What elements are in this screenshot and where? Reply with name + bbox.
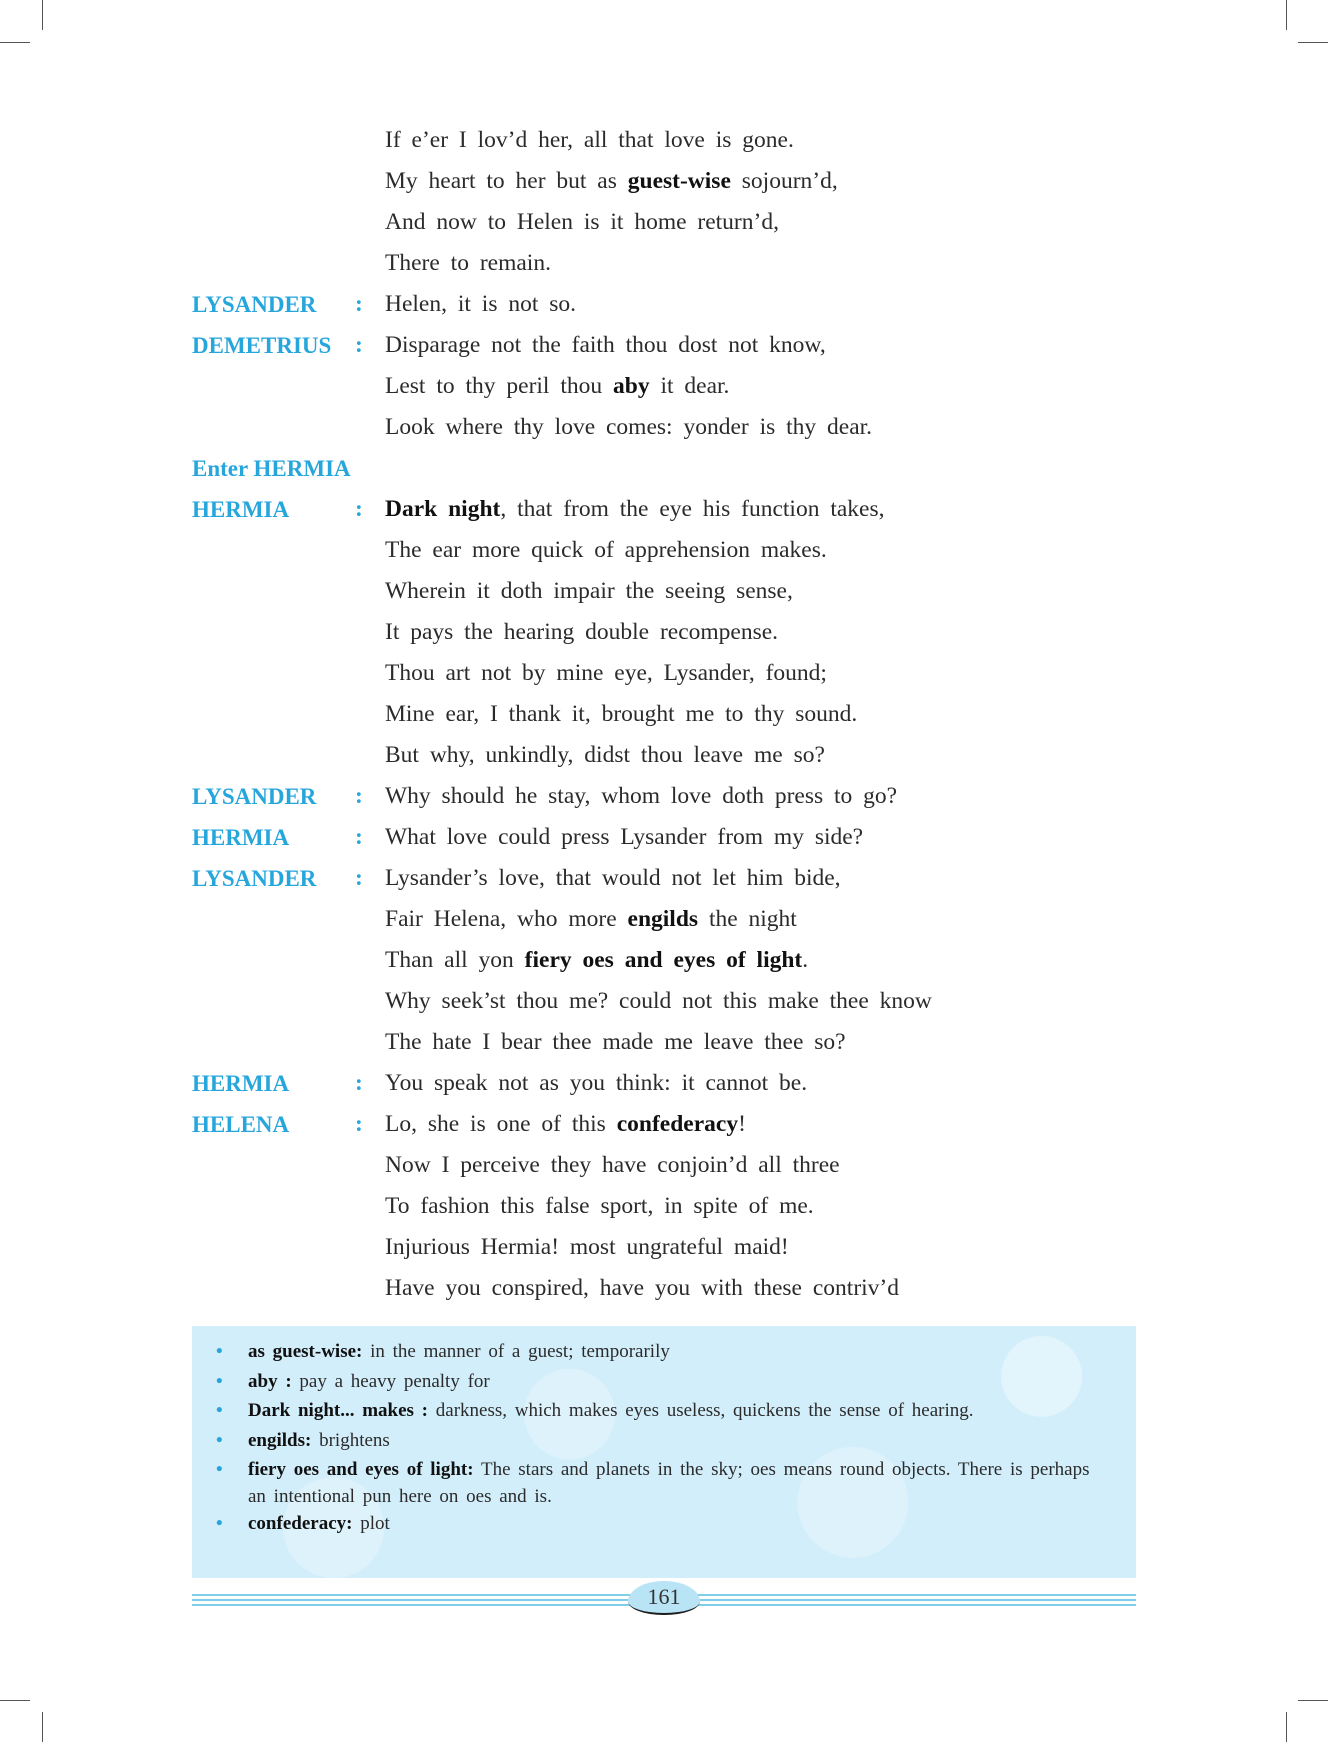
glossary-text xyxy=(248,1397,1096,1424)
bullet-icon: • xyxy=(216,1513,223,1534)
speaker-colon: : xyxy=(355,865,363,891)
script-line xyxy=(192,407,1152,448)
verse-text xyxy=(385,1227,789,1268)
speaker-colon: : xyxy=(355,496,363,522)
verse-segment: Lo, she is one of this xyxy=(385,1111,617,1137)
verse-text xyxy=(385,899,797,940)
script-line xyxy=(192,489,1152,530)
speaker-colon: : xyxy=(355,824,363,850)
verse-segment: Lest to thy peril thou xyxy=(385,373,613,399)
glossary-box xyxy=(192,1326,1136,1578)
verse-segment: Now I perceive they have conjoin’d all three xyxy=(385,1152,840,1178)
verse-segment: Look where thy love comes: yonder is thy dear. xyxy=(385,414,873,440)
verse-segment: Helen, it is not so. xyxy=(385,291,577,317)
script-line xyxy=(192,858,1152,899)
verse-text xyxy=(385,202,779,243)
glossary-term: engilds: xyxy=(248,1430,312,1451)
verse-segment: Injurious Hermia! most ungrateful maid! xyxy=(385,1234,789,1260)
verse-segment: The ear more quick of apprehension makes. xyxy=(385,537,827,563)
speaker-name: LYSANDER xyxy=(192,784,317,809)
speaker-name: DEMETRIUS xyxy=(192,333,332,358)
script-line xyxy=(192,694,1152,735)
script-line xyxy=(192,981,1152,1022)
verse-text xyxy=(385,1145,840,1186)
verse-text xyxy=(385,694,857,735)
verse-text xyxy=(385,1186,814,1227)
verse-text xyxy=(385,325,826,366)
verse-text xyxy=(385,735,825,776)
bullet-icon: • xyxy=(216,1459,223,1480)
verse-text xyxy=(385,1104,746,1145)
play-script xyxy=(192,120,1152,1309)
verse-segment: the night xyxy=(698,906,797,932)
glossary-definition: pay a heavy penalty for xyxy=(299,1371,490,1392)
crop-mark-top-left-v xyxy=(42,0,43,30)
glossary-text xyxy=(248,1368,1096,1395)
script-line xyxy=(192,612,1152,653)
glossary-term: fiery oes and eyes of light: xyxy=(248,1459,474,1480)
glossary-term: confederacy: xyxy=(248,1513,353,1534)
glossed-word: Dark night xyxy=(385,496,501,522)
script-line xyxy=(192,1186,1152,1227)
speaker-name: HERMIA xyxy=(192,497,290,522)
bullet-icon: • xyxy=(216,1371,223,1392)
verse-text xyxy=(385,817,863,858)
script-line xyxy=(192,366,1152,407)
verse-text xyxy=(385,653,827,694)
glossary-definition: The stars and planets in the sky; oes means round objects. There is perhaps an intentional pun here on oes and is. xyxy=(248,1459,1090,1507)
glossary-definition: plot xyxy=(360,1513,390,1534)
verse-segment: Have you conspired, have you with these contriv’d xyxy=(385,1275,900,1301)
speaker-name: HERMIA xyxy=(192,1071,290,1096)
verse-text xyxy=(385,1022,846,1063)
verse-segment: Thou art not by mine eye, Lysander, found; xyxy=(385,660,827,686)
verse-segment: it dear. xyxy=(649,373,730,399)
script-line xyxy=(192,653,1152,694)
verse-segment: If e’er I lov’d her, all that love is gone. xyxy=(385,127,794,153)
verse-segment: But why, unkindly, didst thou leave me so? xyxy=(385,742,825,768)
verse-text xyxy=(385,243,551,284)
bullet-icon: • xyxy=(216,1341,223,1362)
verse-text xyxy=(385,776,897,817)
speaker-name: LYSANDER xyxy=(192,292,317,317)
verse-segment: Wherein it doth impair the seeing sense, xyxy=(385,578,793,604)
glossed-word: guest-wise xyxy=(627,168,731,194)
script-line xyxy=(192,1145,1152,1186)
glossary-term: as guest-wise: xyxy=(248,1341,363,1362)
script-line xyxy=(192,530,1152,571)
script-line xyxy=(192,325,1152,366)
verse-segment: Lysander’s love, that would not let him bide, xyxy=(385,865,841,891)
page-number-badge xyxy=(628,1581,700,1615)
verse-text xyxy=(385,407,872,448)
script-line xyxy=(192,1104,1152,1145)
script-line xyxy=(192,899,1152,940)
script-line xyxy=(192,1063,1152,1104)
script-line xyxy=(192,120,1152,161)
verse-segment: There to remain. xyxy=(385,250,551,276)
crop-mark-bottom-left-h xyxy=(0,1700,30,1701)
stage-direction: Enter HERMIA xyxy=(192,456,351,481)
crop-mark-bottom-right-v xyxy=(1286,1712,1287,1742)
glossary-text xyxy=(248,1338,1096,1365)
script-line xyxy=(192,202,1152,243)
script-line xyxy=(192,448,1152,489)
glossed-word: fiery oes and eyes of light xyxy=(524,947,803,973)
verse-segment: You speak not as you think: it cannot be. xyxy=(385,1070,808,1096)
crop-mark-top-left-h xyxy=(0,42,30,43)
speaker-name: HELENA xyxy=(192,1112,290,1137)
verse-segment: , that from the eye his function takes, xyxy=(500,496,885,522)
verse-segment: ! xyxy=(738,1111,746,1137)
verse-segment: And now to Helen is it home return’d, xyxy=(385,209,779,235)
glossary-definition: darkness, which makes eyes useless, quickens the sense of hearing. xyxy=(435,1400,974,1421)
script-line xyxy=(192,776,1152,817)
speaker-colon: : xyxy=(355,783,363,809)
script-line xyxy=(192,817,1152,858)
script-line xyxy=(192,1268,1152,1309)
verse-segment: To fashion this false sport, in spite of me. xyxy=(385,1193,814,1219)
verse-text xyxy=(385,981,932,1022)
script-line xyxy=(192,284,1152,325)
verse-text xyxy=(385,530,827,571)
glossary-definition: brightens xyxy=(319,1430,390,1451)
glossed-word: confederacy xyxy=(616,1111,739,1137)
script-line xyxy=(192,1022,1152,1063)
script-line xyxy=(192,571,1152,612)
verse-segment: The hate I bear thee made me leave thee so? xyxy=(385,1029,846,1055)
verse-text xyxy=(385,366,729,407)
bullet-icon: • xyxy=(216,1400,223,1421)
speaker-colon: : xyxy=(355,291,363,317)
verse-text xyxy=(385,284,576,325)
script-line xyxy=(192,161,1152,202)
page-number: 161 xyxy=(647,1584,681,1609)
glossed-word: engilds xyxy=(627,906,699,932)
verse-segment: It pays the hearing double recompense. xyxy=(385,619,779,645)
verse-text xyxy=(385,940,808,981)
glossary-text xyxy=(248,1456,1096,1510)
speaker-name: LYSANDER xyxy=(192,866,317,891)
verse-text xyxy=(385,858,841,899)
crop-mark-bottom-right-h xyxy=(1298,1700,1328,1701)
speaker-colon: : xyxy=(355,1111,363,1137)
speaker-colon: : xyxy=(355,1070,363,1096)
script-line xyxy=(192,243,1152,284)
verse-segment: Disparage not the faith thou dost not know, xyxy=(385,332,826,358)
crop-mark-top-right-h xyxy=(1298,42,1328,43)
verse-text xyxy=(385,612,778,653)
verse-segment: What love could press Lysander from my side? xyxy=(385,824,864,850)
bullet-icon: • xyxy=(216,1430,223,1451)
verse-segment: sojourn’d, xyxy=(730,168,838,194)
speaker-colon: : xyxy=(355,332,363,358)
verse-text xyxy=(385,120,794,161)
verse-text xyxy=(385,571,793,612)
script-line xyxy=(192,735,1152,776)
verse-segment: Why seek’st thou me? could not this make thee know xyxy=(385,988,932,1014)
crop-mark-bottom-left-v xyxy=(42,1712,43,1742)
glossed-word: aby xyxy=(613,373,650,399)
verse-segment: Why should he stay, whom love doth press to go? xyxy=(385,783,898,809)
verse-text xyxy=(385,1063,807,1104)
script-line xyxy=(192,940,1152,981)
verse-text xyxy=(385,1268,899,1309)
speaker-name: HERMIA xyxy=(192,825,290,850)
glossary-term: aby : xyxy=(248,1371,292,1392)
glossary-term: Dark night... makes : xyxy=(248,1400,429,1421)
script-line xyxy=(192,1227,1152,1268)
verse-segment: My heart to her but as xyxy=(385,168,628,194)
glossary-text xyxy=(248,1510,1096,1537)
verse-segment: Than all yon xyxy=(385,947,525,973)
verse-segment: . xyxy=(802,947,809,973)
verse-segment: Mine ear, I thank it, brought me to thy sound. xyxy=(385,701,858,727)
verse-text xyxy=(385,161,838,202)
glossary-definition: in the manner of a guest; temporarily xyxy=(370,1341,670,1362)
crop-mark-top-right-v xyxy=(1286,0,1287,30)
glossary-text xyxy=(248,1427,1096,1454)
verse-segment: Fair Helena, who more xyxy=(385,906,628,932)
verse-text xyxy=(385,489,884,530)
